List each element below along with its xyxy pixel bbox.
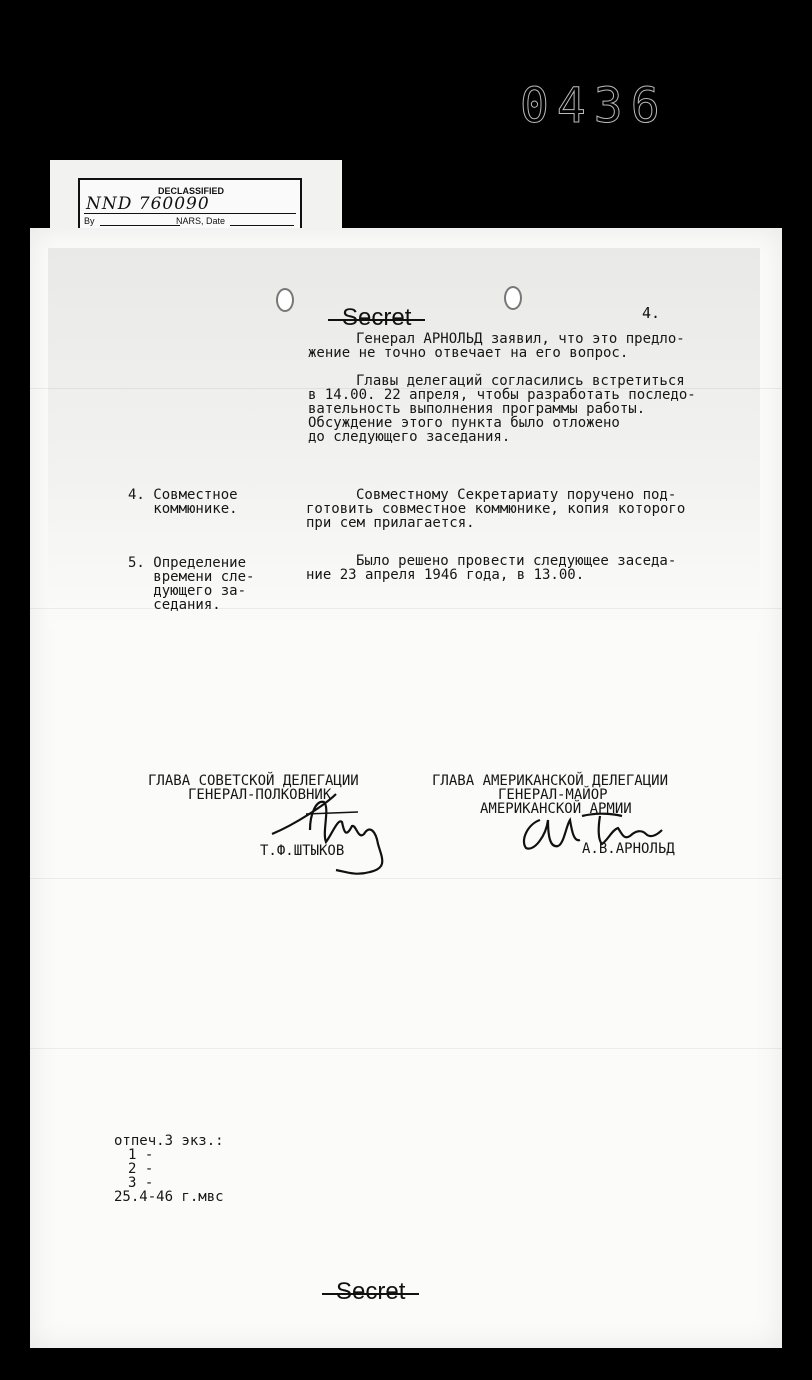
by-label: By <box>84 216 95 226</box>
soviet-name: Т.Ф.ШТЫКОВ <box>260 843 345 859</box>
item5-text-line1: Было решено провести следующее заседа- <box>356 553 677 569</box>
secret-stamp-top: Secret <box>342 304 412 331</box>
para1-line2: жение не точно отвечает на его вопрос. <box>308 345 629 361</box>
distribution-line1: отпеч.3 экз.: <box>114 1133 224 1149</box>
para2-line4: Обсуждение этого пункта было отложено <box>308 415 620 431</box>
scan-line <box>30 878 782 879</box>
american-signature <box>518 806 668 856</box>
by-field-line <box>100 225 180 226</box>
distribution-line4: 3 - <box>128 1175 154 1191</box>
distribution-line3: 2 - <box>128 1161 154 1177</box>
item5-label-line4: седания. <box>128 597 221 613</box>
item4-text-line1: Совместному Секретариату поручено под- <box>356 487 677 503</box>
page-number: 4. <box>642 304 661 322</box>
soviet-title-line1: ГЛАВА СОВЕТСКОЙ ДЕЛЕГАЦИИ <box>148 773 359 789</box>
para2-line2: в 14.00. 22 апреля, чтобы разработать последо- <box>308 387 696 403</box>
declassification-authority: NND 760090 <box>86 194 210 214</box>
item5-label-line3: дующего за- <box>128 583 247 599</box>
american-title-line3: АМЕРИКАНСКОЙ АРМИИ <box>480 801 632 817</box>
para2-line3: вательность выполнения программы работы. <box>308 401 646 417</box>
american-name: А.В.АРНОЛЬД <box>582 841 675 857</box>
document-page <box>30 228 782 1348</box>
item5-text-line2: ние 23 апреля 1946 года, в 13.00. <box>306 567 585 583</box>
item5-label-line1: 5. Определение <box>128 555 247 571</box>
declassified-title: DECLASSIFIED <box>158 186 225 196</box>
american-title-line1: ГЛАВА АМЕРИКАНСКОЙ ДЕЛЕГАЦИИ <box>432 773 669 789</box>
item5-label-line2: времени сле- <box>128 569 255 585</box>
para1-line1: Генерал АРНОЛЬД заявил, что это предло- <box>356 331 685 347</box>
item4-label-line1: 4. Совместное <box>128 487 238 503</box>
stamp-divider <box>84 213 296 214</box>
item4-label-line2: коммюнике. <box>128 501 238 517</box>
para2-line1: Главы делегаций согласились встретиться <box>356 373 685 389</box>
declassification-stamp <box>78 178 302 232</box>
declassification-slip <box>50 160 342 237</box>
frame-number: 0436 <box>520 78 668 134</box>
nars-date-label: NARS, Date <box>176 216 226 226</box>
date-field-line <box>230 225 294 226</box>
scan-line <box>30 1048 782 1049</box>
distribution-line2: 1 - <box>128 1147 154 1163</box>
soviet-title-line2: ГЕНЕРАЛ-ПОЛКОВНИК <box>188 787 332 803</box>
distribution-date: 25.4-46 г.мвс <box>114 1189 224 1205</box>
american-title-line2: ГЕНЕРАЛ-МАЙОР <box>498 787 608 803</box>
item4-text-line3: при сем прилагается. <box>306 515 475 531</box>
secret-stamp-bottom: Secret <box>336 1278 406 1305</box>
item4-text-line2: готовить совместное коммюнике, копия которого <box>306 501 686 517</box>
punch-hole <box>276 288 294 312</box>
punch-hole <box>504 286 522 310</box>
soviet-signature <box>266 784 406 880</box>
para2-line5: до следующего заседания. <box>308 429 511 445</box>
